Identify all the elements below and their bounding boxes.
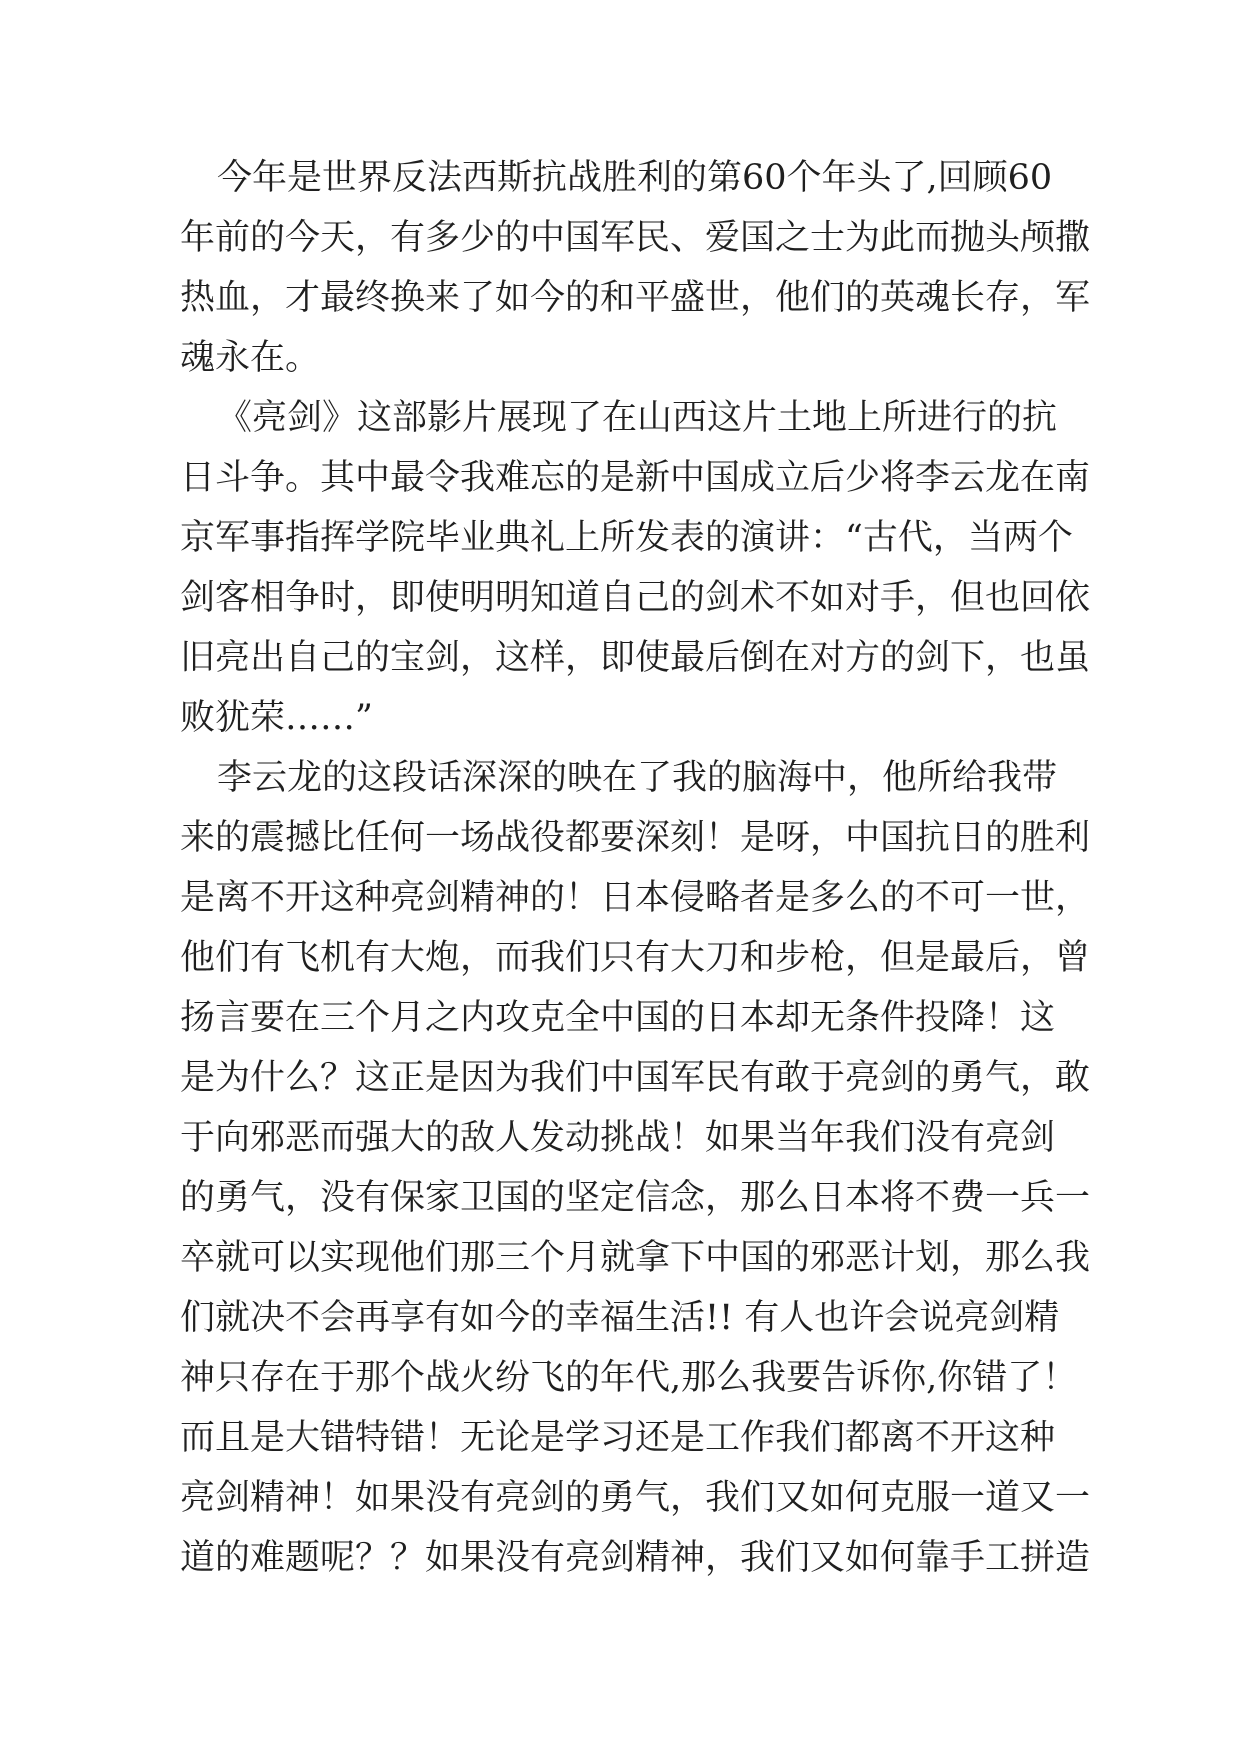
- text-line: 日斗争。其中最令我难忘的是新中国成立后少将李云龙在南: [180, 458, 1091, 498]
- text-line: 京军事指挥学院毕业典礼上所发表的演讲：“古代，当两个: [180, 518, 1073, 558]
- text-line: 败犹荣……”: [180, 698, 373, 738]
- text-line: 于向邪恶而强大的敌人发动挑战！如果当年我们没有亮剑: [180, 1118, 1056, 1158]
- text-line: 《亮剑》这部影片展现了在山西这片土地上所进行的抗: [217, 398, 1058, 438]
- text-line: 魂永在。: [180, 338, 321, 378]
- essay-body: [180, 148, 1100, 1588]
- text-line: 旧亮出自己的宝剑，这样，即使最后倒在对方的剑下，也虽: [180, 638, 1091, 678]
- text-line: 李云龙的这段话深深的映在了我的脑海中，他所给我带: [217, 758, 1058, 798]
- text-line: 热血，才最终换来了如今的和平盛世，他们的英魂长存，军: [180, 278, 1091, 318]
- text-line: 他们有飞机有大炮，而我们只有大刀和步枪，但是最后，曾: [180, 938, 1091, 978]
- text-line: 是离不开这种亮剑精神的！日本侵略者是多么的不可一世，: [180, 878, 1091, 918]
- text-line: 道的难题呢？？如果没有亮剑精神，我们又如何靠手工拼造: [180, 1538, 1091, 1578]
- text-line: 剑客相争时，即使明明知道自己的剑术不如对手，但也回依: [180, 578, 1091, 618]
- text-line: 亮剑精神！如果没有亮剑的勇气，我们又如何克服一道又一: [180, 1478, 1091, 1518]
- text-line: 扬言要在三个月之内攻克全中国的日本却无条件投降！这: [180, 998, 1056, 1038]
- text-line: 来的震撼比任何一场战役都要深刻！是呀，中国抗日的胜利: [180, 818, 1091, 858]
- text-line: 卒就可以实现他们那三个月就拿下中国的邪恶计划，那么我: [180, 1238, 1091, 1278]
- text-line: 是为什么？这正是因为我们中国军民有敢于亮剑的勇气，敢: [180, 1058, 1091, 1098]
- text-line: 今年是世界反法西斯抗战胜利的第60个年头了,回顾60: [217, 158, 1053, 198]
- text-line: 们就决不会再享有如今的幸福生活!! 有人也许会说亮剑精: [180, 1298, 1060, 1338]
- text-line: 神只存在于那个战火纷飞的年代,那么我要告诉你,你错了！: [180, 1358, 1078, 1398]
- text-line: 的勇气，没有保家卫国的坚定信念，那么日本将不费一兵一: [180, 1178, 1091, 1218]
- text-line: 年前的今天，有多少的中国军民、爱国之士为此而抛头颅撒: [180, 218, 1091, 258]
- text-line: 而且是大错特错！无论是学习还是工作我们都离不开这种: [180, 1418, 1056, 1458]
